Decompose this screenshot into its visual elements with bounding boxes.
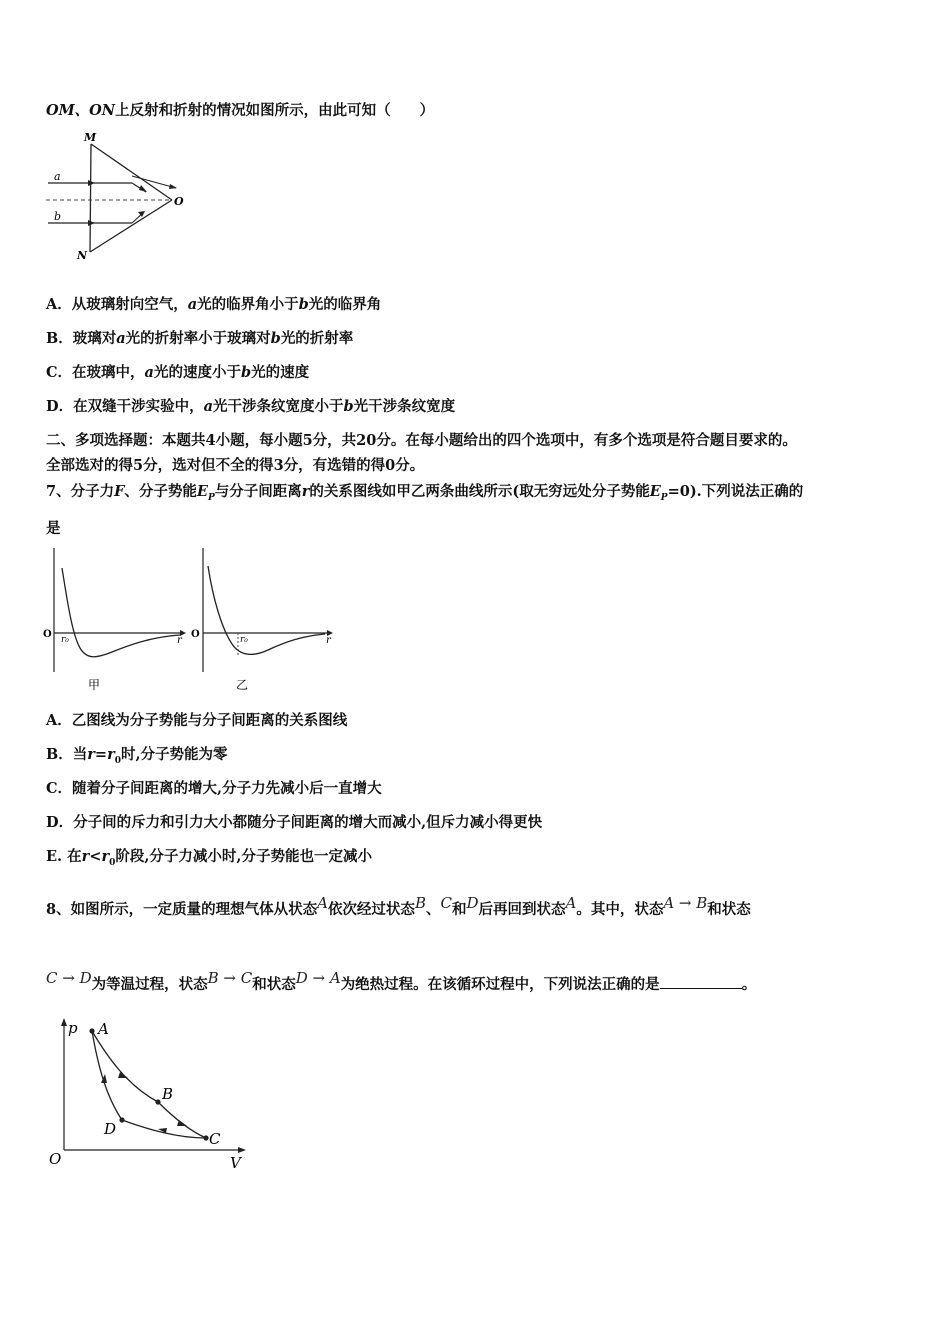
- q7-stem-cont: 是: [46, 520, 61, 537]
- label-v: V: [230, 1154, 241, 1172]
- point-a: [89, 1028, 94, 1033]
- prism-side-om: [91, 144, 172, 200]
- answer-blank[interactable]: [660, 974, 742, 989]
- label-a: a: [54, 170, 61, 183]
- jia-r0: r₀: [61, 635, 69, 645]
- label-state-c: C: [209, 1130, 221, 1148]
- label-origin: O: [49, 1150, 62, 1168]
- label-state-a: A: [98, 1020, 109, 1038]
- q8-stem-line2: $^{C \to D}$为等温过程，状态$^{B \to C}$和状态$^{D \to A}$为绝热过程。在该循环过程中，下列说法正确的是 。: [46, 969, 757, 993]
- q7-figure: [40, 544, 340, 694]
- q6-stem: OM、ON上反射和折射的情况如图所示，由此可知（ ）: [46, 102, 435, 119]
- curve-da: [92, 1031, 122, 1120]
- q7-option-d[interactable]: D．分子间的斥力和引力大小都随分子间距离的增大而减小,但斥力减小得更快: [46, 814, 543, 831]
- label-state-b: B: [162, 1085, 174, 1103]
- jia-r: r: [177, 635, 182, 646]
- label-o: O: [174, 195, 184, 208]
- label-state-d: D: [104, 1120, 117, 1138]
- yi-caption: 乙: [236, 678, 249, 692]
- yi-curve: [208, 566, 325, 654]
- yi-r: r: [326, 635, 331, 646]
- ray-b-arrow: [88, 220, 95, 226]
- point-c: [203, 1135, 208, 1140]
- q6-option-c[interactable]: C．在玻璃中，a光的速度小于b光的速度: [46, 364, 310, 381]
- label-n: N: [77, 249, 88, 260]
- arrow-ab: [118, 1072, 128, 1078]
- prism-side-mn: [90, 144, 91, 252]
- jia-caption: 甲: [88, 678, 101, 692]
- pv-figure: [40, 1016, 260, 1176]
- label-b: b: [54, 210, 62, 223]
- q6-option-d[interactable]: D．在双缝干涉实验中，a光干涉条纹宽度小于b光干涉条纹宽度: [46, 398, 456, 415]
- q7-option-b[interactable]: B．当$r=r_0$时,分子势能为零: [46, 746, 228, 766]
- ray-a-refr: [132, 176, 176, 188]
- q6-option-b[interactable]: B．玻璃对a光的折射率小于玻璃对b光的折射率: [46, 330, 354, 347]
- q7-option-a[interactable]: A．乙图线为分子势能与分子间距离的关系图线: [46, 712, 348, 729]
- q7-option-c[interactable]: C．随着分子间距离的增大,分子力先减小后一直增大: [46, 780, 382, 797]
- section2-line2: 全部选对的得5分，选对但不全的得3分，有选错的得0分。: [46, 457, 425, 474]
- label-p: p: [68, 1019, 78, 1037]
- prism-side-on: [90, 200, 172, 252]
- point-b: [155, 1099, 160, 1104]
- q7-stem: 7、分子力F、分子势能$E_P$与分子间距离r的关系图线如甲乙两条曲线所示(取无穷远处分子势能$E_P=0$).下列说法正确的: [46, 483, 804, 503]
- curve-ab: [92, 1031, 158, 1102]
- section2-line1: 二、多项选择题：本题共4小题，每小题5分，共20分。在每小题给出的四个选项中，有多个选项是符合题目要求的。: [46, 432, 797, 449]
- jia-curve: [62, 568, 180, 657]
- yi-origin: O: [191, 629, 200, 640]
- point-d: [119, 1117, 124, 1122]
- jia-origin: O: [43, 629, 52, 640]
- q7-option-e[interactable]: E. 在$r<r_0$阶段,分子力减小时,分子势能也一定减小: [46, 848, 372, 868]
- q6-option-a[interactable]: A．从玻璃射向空气，a光的临界角小于b光的临界角: [46, 296, 382, 313]
- yi-r0: r₀: [240, 635, 248, 645]
- prism-figure: [40, 128, 200, 260]
- q8-stem-line1: 8、如图所示，一定质量的理想气体从状态$^A$依次经过状态$^B$、$^C$和$^D$后再回到状态$^A$。其中，状态$^{A \to B}$和状态: [46, 894, 751, 918]
- label-m: M: [84, 131, 97, 144]
- ray-a-arrow: [88, 180, 95, 186]
